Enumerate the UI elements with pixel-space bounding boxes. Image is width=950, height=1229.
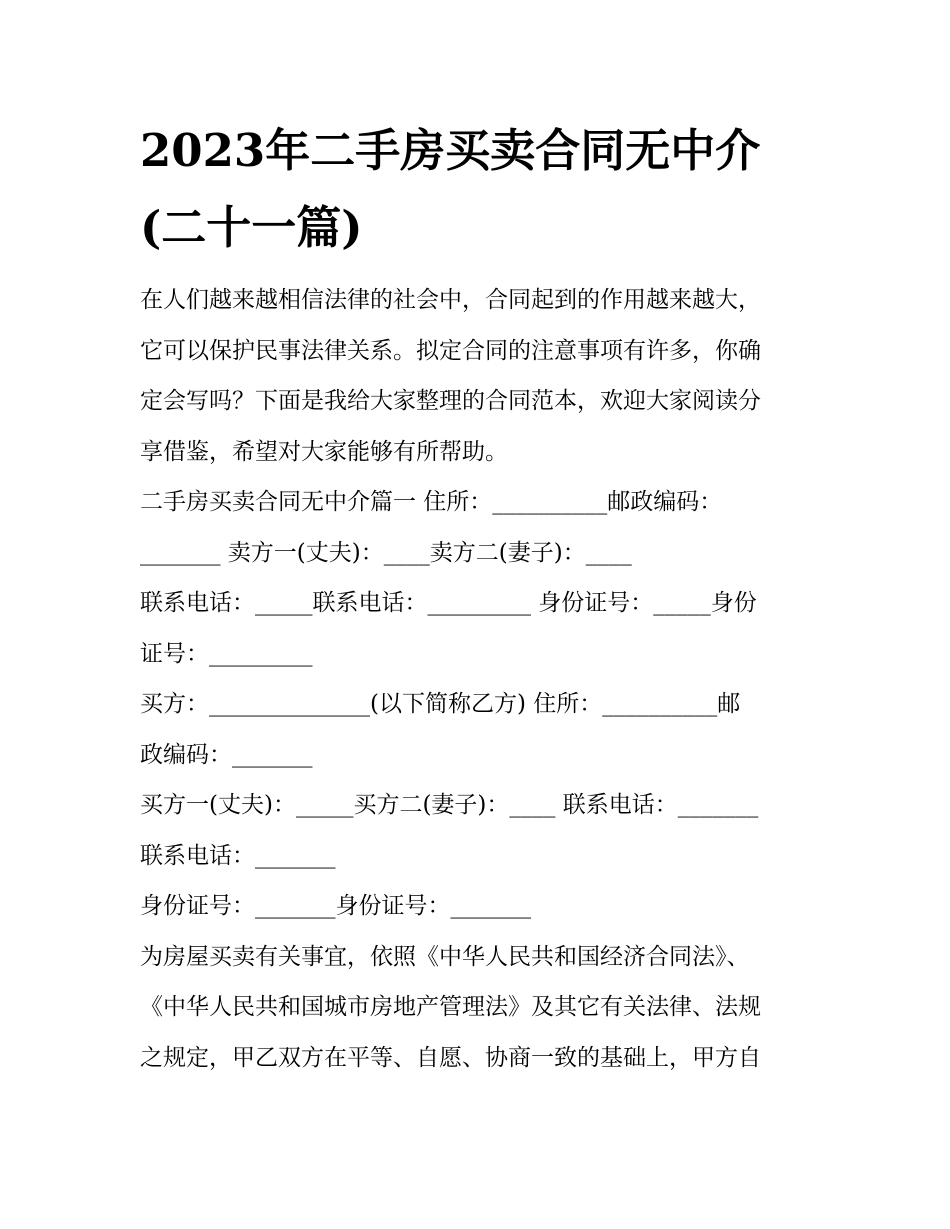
seller-info-line: 联系电话：_____联系电话：_________ 身份证号：_____身份 <box>140 590 757 616</box>
buyer-info-line: 联系电话：_______ <box>140 842 336 869</box>
title-line: (二十一篇) <box>140 201 363 254</box>
buyer-info-line: 政编码：_______ <box>140 741 313 768</box>
buyer-info-line: 买方一(丈夫)：_____买方二(妻子)：____ 联系电话：_______ <box>140 792 759 818</box>
contract-clause-line: 为房屋买卖有关事宜，依照《中华人民共和国经济合同法》、 <box>140 943 750 970</box>
seller-info-line: 证号：_________ <box>140 640 313 667</box>
buyer-info-line: 买方：______________(以下简称乙方) 住所：__________邮 <box>140 691 741 717</box>
intro-line: 定会写吗？下面是我给大家整理的合同范本，欢迎大家阅读分 <box>140 388 761 414</box>
seller-info-line: 二手房买卖合同无中介篇一 住所：__________邮政编码： <box>140 489 723 515</box>
intro-line: 享借鉴，希望对大家能够有所帮助。 <box>140 438 508 465</box>
title-line: 2023年二手房买卖合同无中介 <box>140 124 761 177</box>
intro-line: 它可以保护民事法律关系。拟定合同的注意事项有许多，你确 <box>140 337 761 364</box>
document-body <box>140 275 820 1083</box>
contract-clause-line: 之规定，甲乙双方在平等、自愿、协商一致的基础上，甲方自 <box>140 1044 761 1071</box>
contract-clause-line: 《中华人民共和国城市房地产管理法》及其它有关法律、法规 <box>140 994 761 1020</box>
intro-line: 在人们越来越相信法律的社会中，合同起到的作用越来越大， <box>140 287 761 313</box>
seller-info-line: _______ 卖方一(丈夫)：____卖方二(妻子)：____ <box>140 539 632 566</box>
document-title <box>140 112 820 266</box>
buyer-info-line: 身份证号：_______身份证号：_______ <box>140 893 531 919</box>
